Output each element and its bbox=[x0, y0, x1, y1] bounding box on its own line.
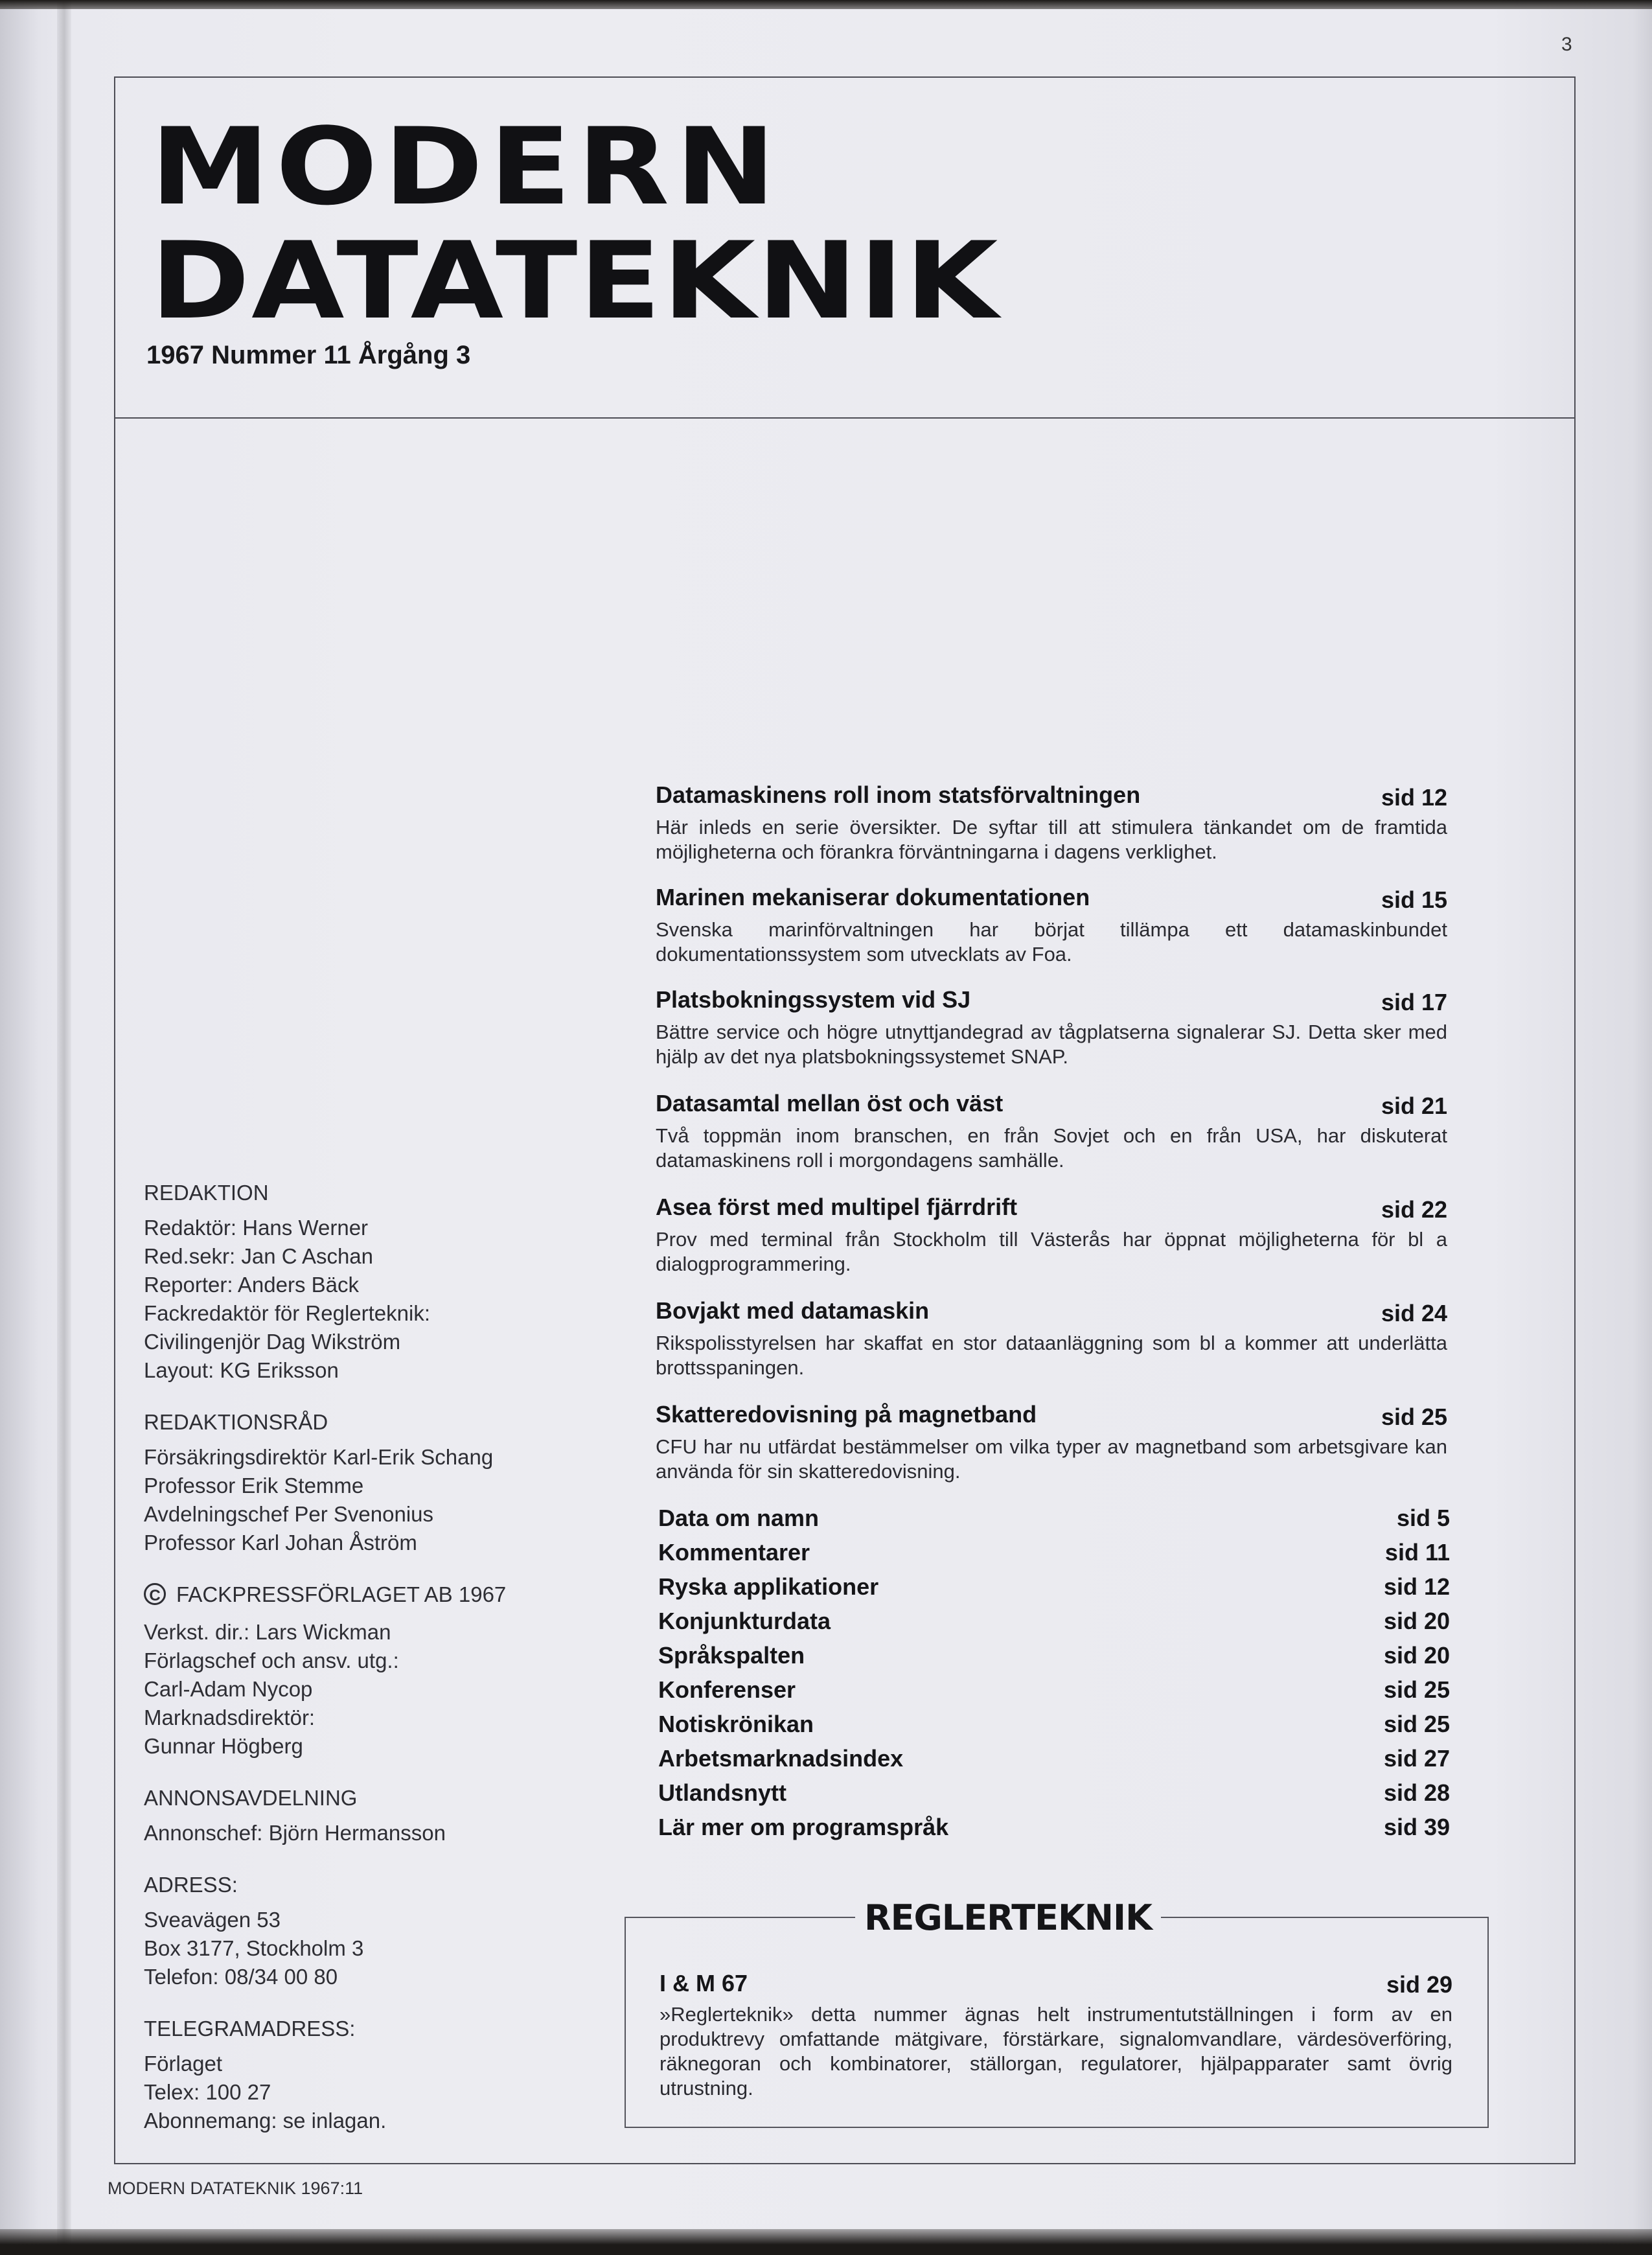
reglerteknik-item-title[interactable]: I & M 67 bbox=[660, 1970, 748, 1996]
department-entry[interactable] bbox=[658, 1539, 1450, 1571]
department-title[interactable]: Konferenser bbox=[658, 1676, 796, 1703]
department-entry[interactable] bbox=[658, 1779, 1450, 1812]
department-page-ref: sid 11 bbox=[1384, 1539, 1450, 1566]
department-page-ref: sid 39 bbox=[1383, 1814, 1450, 1840]
masthead-divider bbox=[114, 417, 1576, 419]
department-entry[interactable] bbox=[658, 1608, 1450, 1640]
masthead-line-1: MODERN bbox=[150, 105, 782, 229]
department-title[interactable]: Ryska applikationer bbox=[658, 1573, 879, 1600]
department-page-ref: sid 5 bbox=[1396, 1505, 1450, 1531]
department-page-ref: sid 25 bbox=[1383, 1676, 1450, 1703]
page-footer: MODERN DATATEKNIK 1967:11 bbox=[108, 2179, 363, 2198]
binding-gutter bbox=[57, 0, 71, 2255]
article-title[interactable]: Platsbokningssystem vid SJ bbox=[656, 986, 971, 1013]
article-summary: CFU har nu utfärdat bestämmelser om vilka typer av magnetband som arbetsgivare kan använda för sin skatteredovisning. bbox=[656, 1435, 1447, 1483]
publisher-heading bbox=[144, 1582, 506, 1607]
department-title[interactable]: Kommentarer bbox=[658, 1539, 810, 1566]
redaktion-line: Layout: KG Eriksson bbox=[144, 1358, 339, 1382]
department-title[interactable]: Notiskrönikan bbox=[658, 1711, 814, 1737]
redaktion-line: Reporter: Anders Bäck bbox=[144, 1273, 359, 1297]
department-title[interactable]: Utlandsnytt bbox=[658, 1779, 786, 1806]
article-page-ref: sid 17 bbox=[1381, 989, 1447, 1015]
telegram-line: Telex: 100 27 bbox=[144, 2080, 271, 2104]
redaktionsrad-heading: REDAKTIONSRÅD bbox=[144, 1410, 328, 1434]
department-title[interactable]: Lär mer om programspråk bbox=[658, 1814, 949, 1840]
article-title[interactable]: Asea först med multipel fjärrdrift bbox=[656, 1194, 1018, 1220]
bottom-edge-shadow bbox=[0, 2229, 1652, 2255]
publisher-line: Förlagschef och ansv. utg.: bbox=[144, 1648, 399, 1672]
issue-line: 1967 Nummer 11 Årgång 3 bbox=[146, 341, 471, 369]
article-title[interactable]: Skatteredovisning på magnetband bbox=[656, 1401, 1037, 1428]
department-title[interactable]: Konjunkturdata bbox=[658, 1608, 831, 1634]
department-title[interactable]: Språkspalten bbox=[658, 1642, 805, 1669]
redaktion-line: Fackredaktör för Reglerteknik: bbox=[144, 1301, 431, 1325]
reglerteknik-box bbox=[625, 1917, 1489, 2128]
publisher-name: FACKPRESSFÖRLAGET AB 1967 bbox=[176, 1582, 507, 1606]
article-title[interactable]: Datamaskinens roll inom statsförvaltningen bbox=[656, 781, 1141, 808]
article-summary: Här inleds en serie översikter. De syftar till att stimulera tänkandet om de framtida möjligheterna och förankra förväntningarna i dagens verklighet. bbox=[656, 816, 1447, 863]
adress-line: Sveavägen 53 bbox=[144, 1908, 281, 1932]
department-page-ref: sid 20 bbox=[1383, 1642, 1450, 1669]
article-page-ref: sid 21 bbox=[1381, 1093, 1447, 1119]
department-entry[interactable] bbox=[658, 1573, 1450, 1606]
reglerteknik-summary: »Reglerteknik» detta nummer ägnas helt instrumentutställningen i form av en produktrevy omfattande mätgivare, förstärkare, signalomvandlare, värdesöverföring, räknegoran och kombinatorer, ställorgan, regulatorer, hjälpapparater samt övrig utrustning. bbox=[660, 2003, 1452, 2099]
page-frame bbox=[114, 76, 1576, 2164]
article-page-ref: sid 24 bbox=[1381, 1300, 1447, 1326]
redaktionsrad-line: Avdelningschef Per Svenonius bbox=[144, 1502, 434, 1526]
adress-line: Telefon: 08/34 00 80 bbox=[144, 1965, 338, 1989]
department-page-ref: sid 25 bbox=[1383, 1711, 1450, 1737]
telegram-line: Abonnemang: se inlagan. bbox=[144, 2109, 387, 2133]
reglerteknik-box-title: REGLERTEKNIK bbox=[855, 1899, 1161, 1937]
redaktion-line: Red.sekr: Jan C Aschan bbox=[144, 1244, 374, 1268]
top-edge-shadow bbox=[0, 0, 1652, 9]
reglerteknik-page-ref: sid 29 bbox=[1386, 1971, 1452, 1998]
article-summary: Rikspolisstyrelsen har skaffat en stor dataanläggning som bl a kommer att underlätta brottsspaningen. bbox=[656, 1332, 1447, 1379]
department-title[interactable]: Data om namn bbox=[658, 1505, 820, 1531]
article-title[interactable]: Datasamtal mellan öst och väst bbox=[656, 1090, 1004, 1116]
department-entry[interactable] bbox=[658, 1676, 1450, 1709]
page-number: 3 bbox=[1561, 34, 1572, 55]
publisher-line: Verkst. dir.: Lars Wickman bbox=[144, 1620, 391, 1644]
department-entry[interactable] bbox=[658, 1642, 1450, 1674]
department-entry[interactable] bbox=[658, 1505, 1450, 1537]
department-entry[interactable] bbox=[658, 1745, 1450, 1777]
department-page-ref: sid 12 bbox=[1383, 1573, 1450, 1600]
publisher-line: Marknadsdirektör: bbox=[144, 1706, 315, 1729]
redaktion-line: Redaktör: Hans Werner bbox=[144, 1216, 369, 1240]
article-page-ref: sid 25 bbox=[1381, 1404, 1447, 1430]
redaktionsrad-line: Professor Erik Stemme bbox=[144, 1474, 364, 1498]
redaktionsrad-line: Professor Karl Johan Åström bbox=[144, 1531, 417, 1555]
article-summary: Svenska marinförvaltningen har börjat tillämpa ett datamaskinbundet dokumentationssystem som utvecklats av Foa. bbox=[656, 918, 1447, 966]
article-title[interactable]: Marinen mekaniserar dokumentationen bbox=[656, 884, 1090, 910]
telegram-line: Förlaget bbox=[144, 2052, 223, 2076]
article-page-ref: sid 22 bbox=[1381, 1196, 1447, 1223]
article-page-ref: sid 12 bbox=[1381, 784, 1447, 811]
article-summary: Prov med terminal från Stockholm till Västerås har öppnat möjligheterna för bl a dialogprogrammering. bbox=[656, 1228, 1447, 1275]
telegram-heading: TELEGRAMADRESS: bbox=[144, 2017, 356, 2041]
redaktion-line: Civilingenjör Dag Wikström bbox=[144, 1330, 401, 1354]
department-title[interactable]: Arbetsmarknadsindex bbox=[658, 1745, 904, 1772]
redaktion-heading: REDAKTION bbox=[144, 1181, 269, 1205]
annons-line: Annonschef: Björn Hermansson bbox=[144, 1821, 446, 1845]
masthead-line-2: DATATEKNIK bbox=[150, 219, 1000, 343]
publisher-line: Gunnar Högberg bbox=[144, 1734, 303, 1758]
department-page-ref: sid 20 bbox=[1383, 1608, 1450, 1634]
article-summary: Bättre service och högre utnyttjandegrad av tågplatserna signalerar SJ. Detta sker med hjälp av det nya platsbokningssystemet SNAP. bbox=[656, 1021, 1447, 1068]
adress-heading: ADRESS: bbox=[144, 1873, 238, 1897]
article-summary: Två toppmän inom branschen, en från Sovjet och en från USA, har diskuterat datamaskinens roll i morgondagens samhälle. bbox=[656, 1124, 1447, 1172]
publisher-line: Carl-Adam Nycop bbox=[144, 1677, 313, 1701]
redaktionsrad-line: Försäkringsdirektör Karl-Erik Schang bbox=[144, 1445, 494, 1469]
department-entry[interactable] bbox=[658, 1711, 1450, 1743]
article-title[interactable]: Bovjakt med datamaskin bbox=[656, 1297, 930, 1324]
article-page-ref: sid 15 bbox=[1381, 886, 1447, 913]
copyright-icon: C bbox=[144, 1583, 166, 1605]
department-entry[interactable] bbox=[658, 1814, 1450, 1846]
annons-heading: ANNONSAVDELNING bbox=[144, 1786, 358, 1810]
department-page-ref: sid 27 bbox=[1383, 1745, 1450, 1772]
department-page-ref: sid 28 bbox=[1383, 1779, 1450, 1806]
adress-line: Box 3177, Stockholm 3 bbox=[144, 1936, 364, 1960]
